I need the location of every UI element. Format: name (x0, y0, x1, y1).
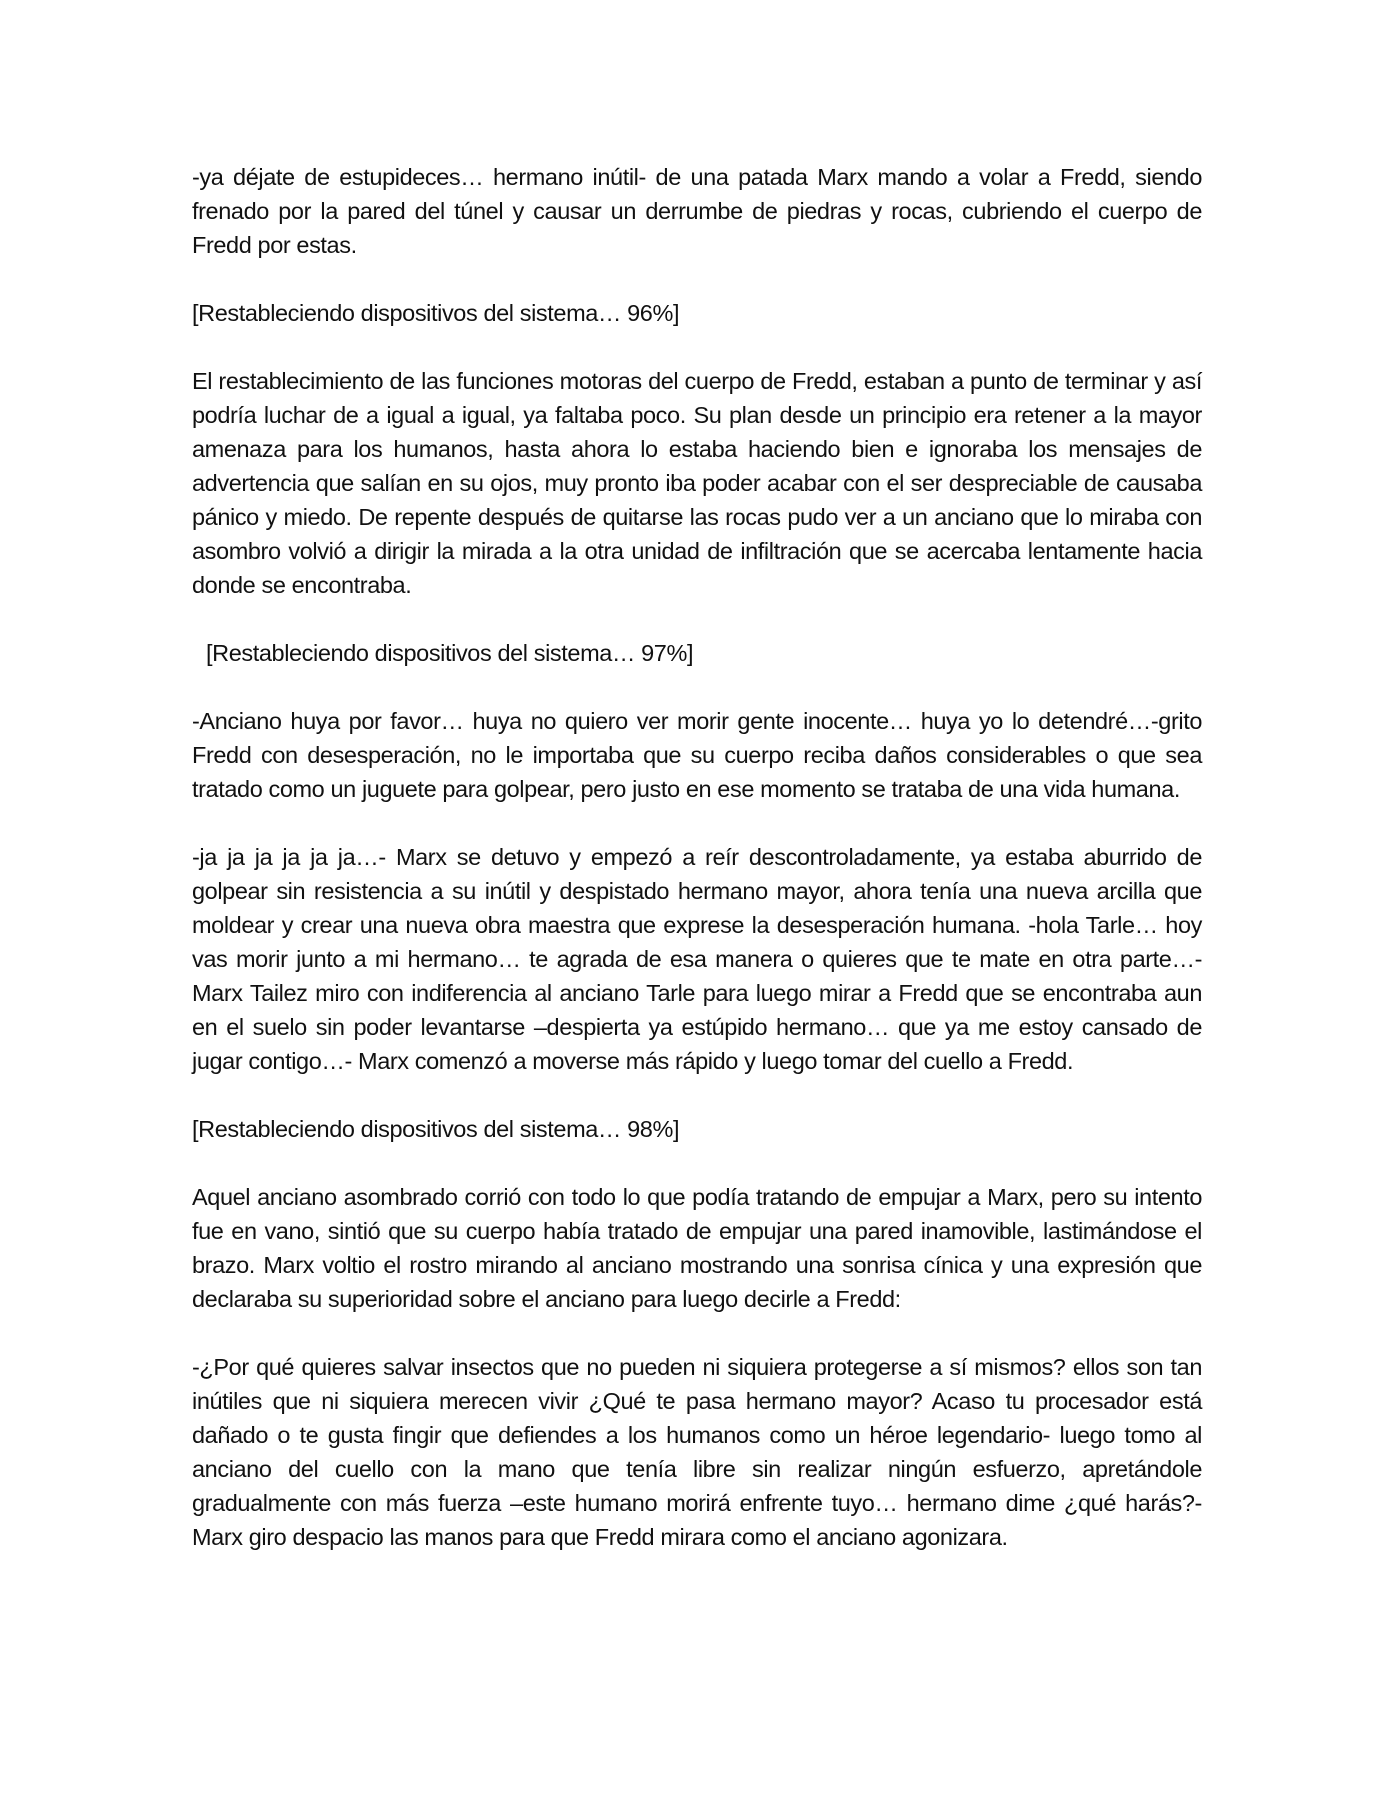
paragraph-1: -ya déjate de estupideces… hermano inútil- de una patada Marx mando a volar a Fredd, siendo frenado por la pared del túnel y causar un derrumbe de piedras y rocas, cubriendo el cuerpo de Fredd por estas. (192, 164, 1202, 258)
paragraph-5: Aquel anciano asombrado corrió con todo lo que podía tratando de empujar a Marx, pero su intento fue en vano, sintió que su cuerpo había tratado de empujar una pared inamovible, lastimándose el brazo. Marx voltio el rostro mirando al anciano mostrando una sonrisa cínica y una expresión que declaraba su superioridad sobre el anciano para luego decirle a Fredd: (192, 1184, 1202, 1312)
paragraph-4: -ja ja ja ja ja ja…- Marx se detuvo y empezó a reír descontroladamente, ya estaba aburrido de golpear sin resistencia a su inútil y despistado hermano mayor, ahora tenía una nueva arcilla que moldear y crear una nueva obra maestra que exprese la desesperación humana. -hola Tarle… hoy vas morir junto a mi hermano… te agrada de esa manera o quieres que te mate en otra parte…- Marx Tailez miro con indiferencia al anciano Tarle para luego mirar a Fredd que se encontraba aun en el suelo sin poder levantarse –despierta ya estúpido hermano… que ya me estoy cansado de jugar contigo…- Marx comenzó a moverse más rápido y luego tomar del cuello a Fredd. (192, 844, 1202, 1074)
document-page (192, 160, 1202, 1588)
paragraph-6: -¿Por qué quieres salvar insectos que no pueden ni siquiera protegerse a sí mismos? ellos son tan inútiles que ni siquiera merecen vivir ¿Qué te pasa hermano mayor? Acaso tu procesador está dañado o te gusta fingir que defiendes a los humanos como un héroe legendario- luego tomo al anciano del cuello con la mano que tenía libre sin realizar ningún esfuerzo, apretándole gradualmente con más fuerza –este humano morirá enfrente tuyo… hermano dime ¿qué harás?- Marx giro despacio las manos para que Fredd mirara como el anciano agonizara. (192, 1354, 1202, 1550)
system-status-96: [Restableciendo dispositivos del sistema… 96%] (192, 300, 680, 326)
system-status-97: [Restableciendo dispositivos del sistema… 97%] (206, 640, 694, 666)
paragraph-3: -Anciano huya por favor… huya no quiero ver morir gente inocente… huya yo lo detendré…-grito Fredd con desesperación, no le importaba que su cuerpo reciba daños considerables o que sea tratado como un juguete para golpear, pero justo en ese momento se trataba de una vida humana. (192, 708, 1202, 802)
paragraph-2: El restablecimiento de las funciones motoras del cuerpo de Fredd, estaban a punto de terminar y así podría luchar de a igual a igual, ya faltaba poco. Su plan desde un principio era retener a la mayor amenaza para los humanos, hasta ahora lo estaba haciendo bien e ignoraba los mensajes de advertencia que salían en su ojos, muy pronto iba poder acabar con el ser despreciable de causaba pánico y miedo. De repente después de quitarse las rocas pudo ver a un anciano que lo miraba con asombro volvió a dirigir la mirada a la otra unidad de infiltración que se acercaba lentamente hacia donde se encontraba. (192, 368, 1202, 598)
system-status-98: [Restableciendo dispositivos del sistema… 98%] (192, 1116, 680, 1142)
